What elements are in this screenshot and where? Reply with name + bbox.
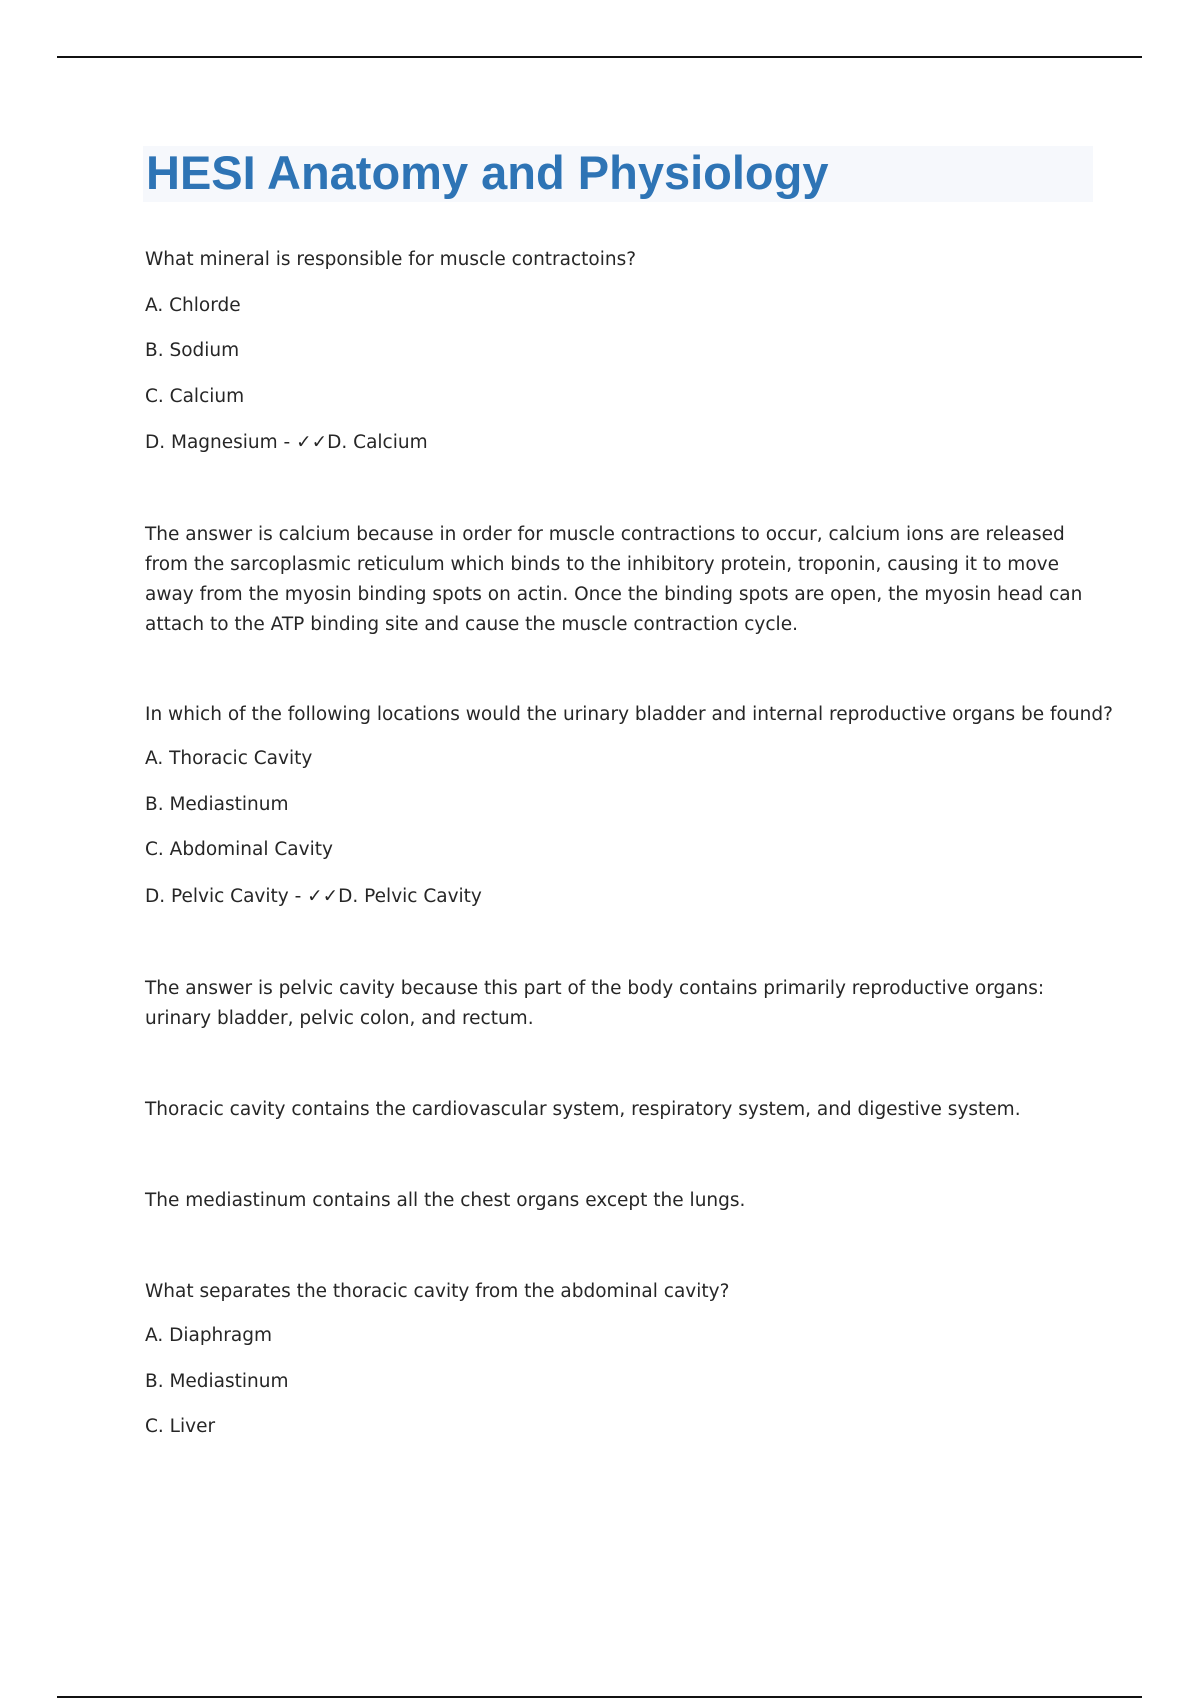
- question-1-answer: D. Calcium: [327, 432, 428, 453]
- question-1-option-c: C. Calcium: [145, 386, 245, 407]
- question-1-option-b: B. Sodium: [145, 340, 240, 361]
- document-title: HESI Anatomy and Physiology: [146, 146, 829, 199]
- question-2-explanation-2: Thoracic cavity contains the cardiovascular system, respiratory system, and digestive system.: [145, 1099, 1021, 1120]
- check-mark-icon: ✓✓: [296, 432, 328, 453]
- question-2-option-c: C. Abdominal Cavity: [145, 839, 333, 860]
- question-1-explanation: The answer is calcium because in order for muscle contractions to occur, calcium ions are released from the sarcoplasmic reticulum which binds to the inhibitory protein, troponin, causing it to move away from the myosin binding spots on actin. Once the binding spots are open, the myosin head can attach to the ATP binding site and cause the muscle contraction cycle.: [145, 524, 1083, 635]
- question-1-option-d-label: D. Magnesium -: [145, 432, 297, 453]
- question-3-option-a: A. Diaphragm: [145, 1325, 272, 1346]
- question-3-option-b: B. Mediastinum: [145, 1371, 289, 1392]
- question-2-option-d: [145, 885, 482, 909]
- question-3-prompt: What separates the thoracic cavity from the abdominal cavity?: [145, 1281, 730, 1302]
- question-1-option-d: [145, 431, 428, 455]
- question-2-explanation-1: The answer is pelvic cavity because this part of the body contains primarily reproductive organs: urinary bladder, pelvic colon, and rectum.: [145, 978, 1045, 1029]
- question-2-option-a: A. Thoracic Cavity: [145, 748, 313, 769]
- question-2-explanation-3: The mediastinum contains all the chest organs except the lungs.: [145, 1190, 746, 1211]
- question-2-option-b: B. Mediastinum: [145, 794, 289, 815]
- bottom-rule: [57, 1696, 1142, 1698]
- question-1-prompt: What mineral is responsible for muscle contractoins?: [145, 249, 637, 270]
- top-rule: [57, 56, 1142, 58]
- question-1-option-a: A. Chlorde: [145, 295, 241, 316]
- check-mark-icon: ✓✓: [307, 886, 339, 907]
- question-2-prompt: In which of the following locations would the urinary bladder and internal reproductive organs be found?: [145, 704, 1113, 725]
- question-3-option-c: C. Liver: [145, 1416, 216, 1437]
- question-2-option-d-label: D. Pelvic Cavity -: [145, 886, 308, 907]
- question-2-answer: D. Pelvic Cavity: [338, 886, 482, 907]
